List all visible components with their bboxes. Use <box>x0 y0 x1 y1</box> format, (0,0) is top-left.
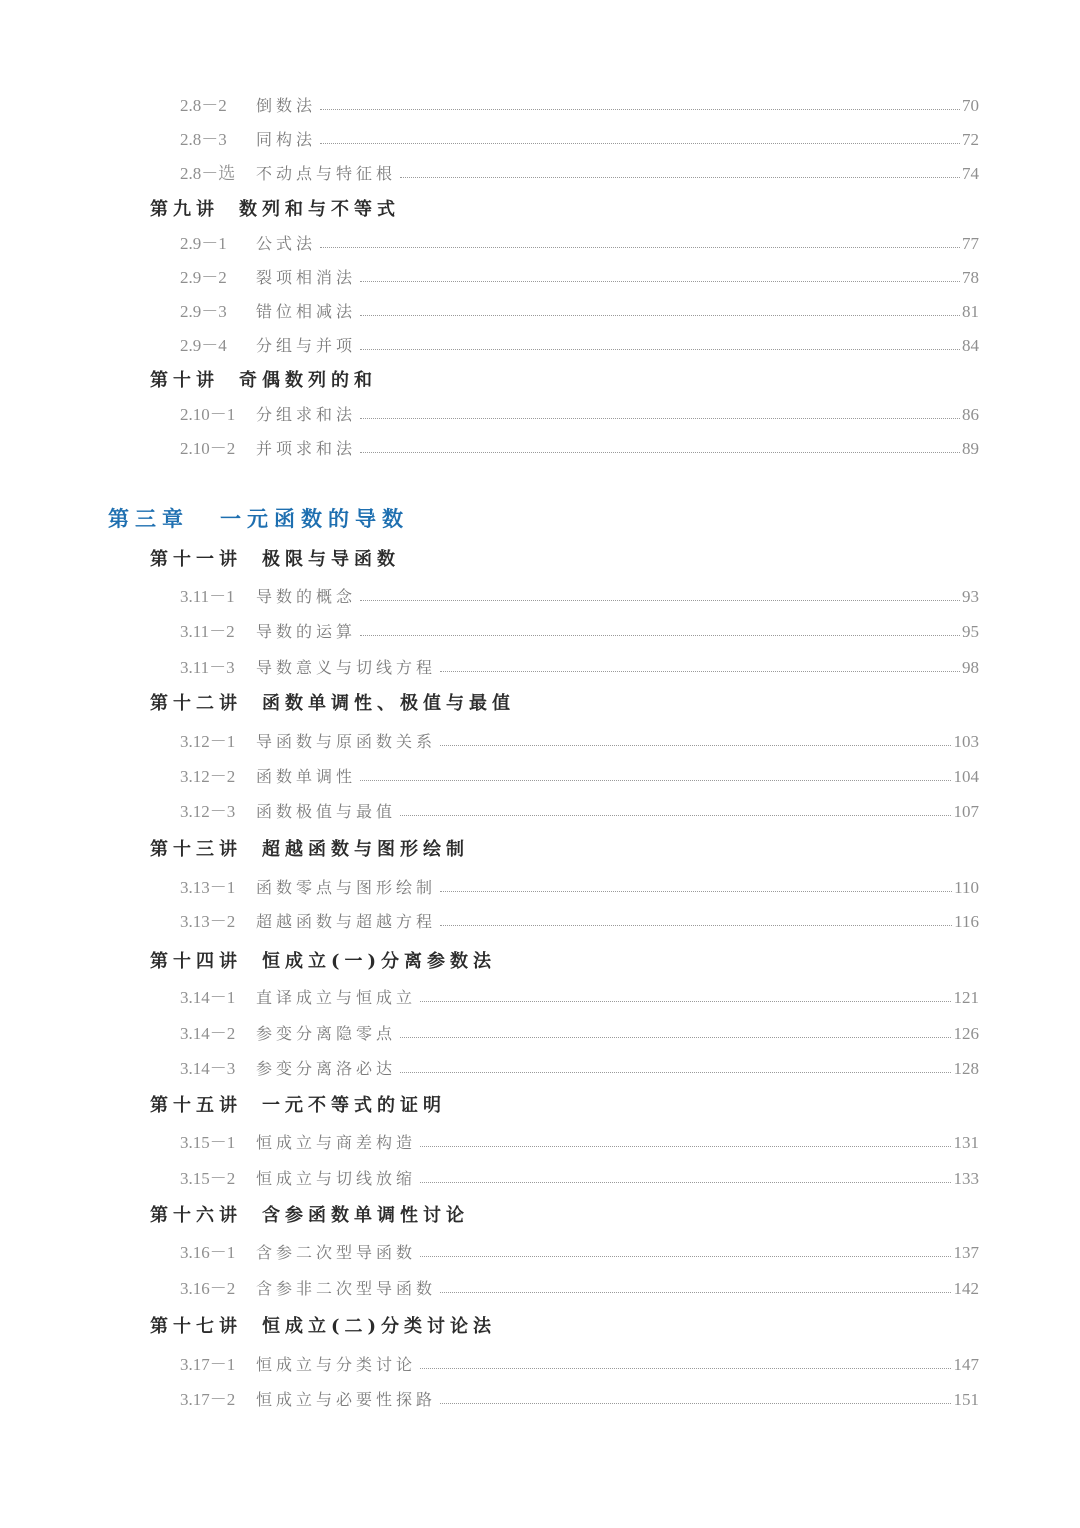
toc-entry[interactable] <box>0 1277 1080 1301</box>
section-title: 参变分离洛必达 <box>256 1059 397 1078</box>
page-number: 89 <box>962 439 979 458</box>
dot-leader <box>360 600 960 601</box>
lecture-title: 恒成立(一)分离参数法 <box>262 951 497 972</box>
dot-leader <box>360 315 960 316</box>
lecture-title: 含参函数单调性讨论 <box>262 1205 469 1226</box>
dot-leader <box>440 891 952 892</box>
toc-entry[interactable] <box>0 876 1080 900</box>
lecture-heading <box>0 367 1080 395</box>
dot-leader <box>400 815 951 816</box>
page-number: 93 <box>962 587 979 606</box>
page-number: 121 <box>953 988 979 1007</box>
page-number: 98 <box>962 658 979 677</box>
lecture-heading <box>0 1092 1080 1120</box>
section-title: 导数的概念 <box>256 587 357 606</box>
section-title: 函数零点与图形绘制 <box>256 878 437 897</box>
page-number: 70 <box>962 96 979 115</box>
page-number: 74 <box>962 164 979 183</box>
lecture-title: 极限与导函数 <box>262 549 400 570</box>
section-title: 公式法 <box>256 234 317 253</box>
section-title: 倒数法 <box>256 96 317 115</box>
section-number: 3.12－1 <box>180 732 236 751</box>
toc-entry[interactable] <box>0 730 1080 754</box>
section-number: 3.14－2 <box>180 1024 236 1043</box>
section-number: 3.17－1 <box>180 1355 236 1374</box>
toc-entry[interactable] <box>0 1131 1080 1155</box>
dot-leader <box>360 349 960 350</box>
dot-leader <box>360 452 960 453</box>
page-number: 78 <box>962 268 979 287</box>
dot-leader <box>360 418 960 419</box>
section-title: 直译成立与恒成立 <box>256 988 417 1007</box>
lecture-heading <box>0 1202 1080 1230</box>
lecture-label: 第十四讲 <box>150 951 242 972</box>
toc-entry[interactable] <box>0 437 1080 461</box>
section-number: 3.11－3 <box>180 658 235 677</box>
dot-leader <box>420 1256 951 1257</box>
lecture-label: 第十七讲 <box>150 1316 242 1337</box>
dot-leader <box>400 1072 951 1073</box>
lecture-heading <box>0 546 1080 574</box>
page-number: 137 <box>953 1243 979 1262</box>
toc-entry[interactable] <box>0 128 1080 152</box>
toc-entry[interactable] <box>0 620 1080 644</box>
section-number: 3.12－3 <box>180 802 236 821</box>
page-number: 128 <box>953 1059 979 1078</box>
toc-entry[interactable] <box>0 1388 1080 1412</box>
dot-leader <box>320 247 960 248</box>
dot-leader <box>400 177 960 178</box>
chapter-label: 第三章 <box>108 506 189 531</box>
section-title: 参变分离隐零点 <box>256 1024 397 1043</box>
toc-entry[interactable] <box>0 910 1080 934</box>
lecture-label: 第十二讲 <box>150 693 242 714</box>
lecture-heading <box>0 1313 1080 1341</box>
dot-leader <box>320 109 960 110</box>
toc-entry[interactable] <box>0 403 1080 427</box>
toc-entry[interactable] <box>0 800 1080 824</box>
dot-leader <box>360 635 960 636</box>
page-number: 95 <box>962 622 979 641</box>
chapter-heading <box>0 502 1080 536</box>
page-number: 131 <box>953 1133 979 1152</box>
page-number: 142 <box>953 1279 979 1298</box>
page-number: 77 <box>962 234 979 253</box>
toc-entry[interactable] <box>0 94 1080 118</box>
section-number: 3.17－2 <box>180 1390 236 1409</box>
lecture-heading <box>0 836 1080 864</box>
toc-entry[interactable] <box>0 1022 1080 1046</box>
dot-leader <box>360 281 960 282</box>
lecture-title: 奇偶数列的和 <box>239 370 377 391</box>
page-number: 84 <box>962 336 979 355</box>
section-number: 2.10－2 <box>180 439 236 458</box>
lecture-heading <box>0 690 1080 718</box>
section-number: 2.8－2 <box>180 96 227 115</box>
lecture-label: 第十讲 <box>150 370 219 391</box>
dot-leader <box>440 925 952 926</box>
section-title: 恒成立与切线放缩 <box>256 1169 417 1188</box>
lecture-heading <box>0 948 1080 976</box>
dot-leader <box>320 143 960 144</box>
toc-entry[interactable] <box>0 232 1080 256</box>
lecture-label: 第十五讲 <box>150 1095 242 1116</box>
page-number: 133 <box>953 1169 979 1188</box>
lecture-label: 第九讲 <box>150 199 219 220</box>
page-number: 110 <box>954 878 979 897</box>
toc-entry[interactable] <box>0 334 1080 358</box>
section-title: 函数极值与最值 <box>256 802 397 821</box>
section-number: 3.16－2 <box>180 1279 236 1298</box>
section-number: 3.15－1 <box>180 1133 236 1152</box>
dot-leader <box>440 1292 951 1293</box>
section-number: 3.16－1 <box>180 1243 236 1262</box>
toc-entry[interactable] <box>0 1167 1080 1191</box>
lecture-title: 数列和与不等式 <box>239 199 400 220</box>
page-number: 72 <box>962 130 979 149</box>
section-title: 分组求和法 <box>256 405 357 424</box>
section-number: 2.9－2 <box>180 268 227 287</box>
lecture-label: 第十六讲 <box>150 1205 242 1226</box>
section-title: 恒成立与分类讨论 <box>256 1355 417 1374</box>
section-title: 导数意义与切线方程 <box>256 658 437 677</box>
toc-entry[interactable] <box>0 585 1080 609</box>
section-number: 3.14－3 <box>180 1059 236 1078</box>
lecture-heading <box>0 196 1080 224</box>
section-number: 2.9－3 <box>180 302 227 321</box>
section-title: 分组与并项 <box>256 336 357 355</box>
dot-leader <box>440 745 951 746</box>
lecture-title: 一元不等式的证明 <box>262 1095 446 1116</box>
section-title: 导函数与原函数关系 <box>256 732 437 751</box>
section-number: 2.9－4 <box>180 336 227 355</box>
page-number: 116 <box>954 912 979 931</box>
lecture-title: 超越函数与图形绘制 <box>262 839 469 860</box>
toc-entry[interactable] <box>0 300 1080 324</box>
section-number: 2.10－1 <box>180 405 236 424</box>
dot-leader <box>420 1001 951 1002</box>
toc-entry[interactable] <box>0 1241 1080 1265</box>
section-title: 不动点与特征根 <box>256 164 397 183</box>
section-title: 导数的运算 <box>256 622 357 641</box>
section-title: 含参非二次型导函数 <box>256 1279 437 1298</box>
section-number: 2.8－3 <box>180 130 227 149</box>
page-number: 81 <box>962 302 979 321</box>
dot-leader <box>440 1403 951 1404</box>
page-number: 86 <box>962 405 979 424</box>
section-title: 错位相减法 <box>256 302 357 321</box>
page-number: 147 <box>953 1355 979 1374</box>
page-number: 104 <box>953 767 979 786</box>
dot-leader <box>420 1182 951 1183</box>
page-number: 107 <box>953 802 979 821</box>
section-number: 3.14－1 <box>180 988 236 1007</box>
section-title: 函数单调性 <box>256 767 357 786</box>
toc-entry[interactable] <box>0 1353 1080 1377</box>
section-number: 2.9－1 <box>180 234 227 253</box>
toc-entry[interactable] <box>0 266 1080 290</box>
section-title: 恒成立与商差构造 <box>256 1133 417 1152</box>
section-number: 3.13－2 <box>180 912 236 931</box>
dot-leader <box>440 671 960 672</box>
lecture-title: 恒成立(二)分类讨论法 <box>262 1316 497 1337</box>
toc-entry[interactable] <box>0 656 1080 680</box>
section-title: 超越函数与超越方程 <box>256 912 437 931</box>
dot-leader <box>420 1368 951 1369</box>
chapter-title: 一元函数的导数 <box>220 506 409 531</box>
lecture-title: 函数单调性、极值与最值 <box>262 693 515 714</box>
toc-entry[interactable] <box>0 1057 1080 1081</box>
dot-leader <box>420 1146 951 1147</box>
dot-leader <box>360 780 951 781</box>
dot-leader <box>400 1037 951 1038</box>
section-number: 3.11－2 <box>180 622 235 641</box>
toc-entry[interactable] <box>0 162 1080 186</box>
page-number: 103 <box>953 732 979 751</box>
section-number: 3.13－1 <box>180 878 236 897</box>
page-number: 126 <box>953 1024 979 1043</box>
toc-entry[interactable] <box>0 765 1080 789</box>
section-title: 恒成立与必要性探路 <box>256 1390 437 1409</box>
section-number: 3.11－1 <box>180 587 235 606</box>
section-number: 2.8－选 <box>180 164 236 183</box>
page-number: 151 <box>953 1390 979 1409</box>
toc-entry[interactable] <box>0 986 1080 1010</box>
lecture-label: 第十三讲 <box>150 839 242 860</box>
lecture-label: 第十一讲 <box>150 549 242 570</box>
section-number: 3.12－2 <box>180 767 236 786</box>
section-title: 同构法 <box>256 130 317 149</box>
section-title: 裂项相消法 <box>256 268 357 287</box>
section-title: 含参二次型导函数 <box>256 1243 417 1262</box>
section-number: 3.15－2 <box>180 1169 236 1188</box>
section-title: 并项求和法 <box>256 439 357 458</box>
